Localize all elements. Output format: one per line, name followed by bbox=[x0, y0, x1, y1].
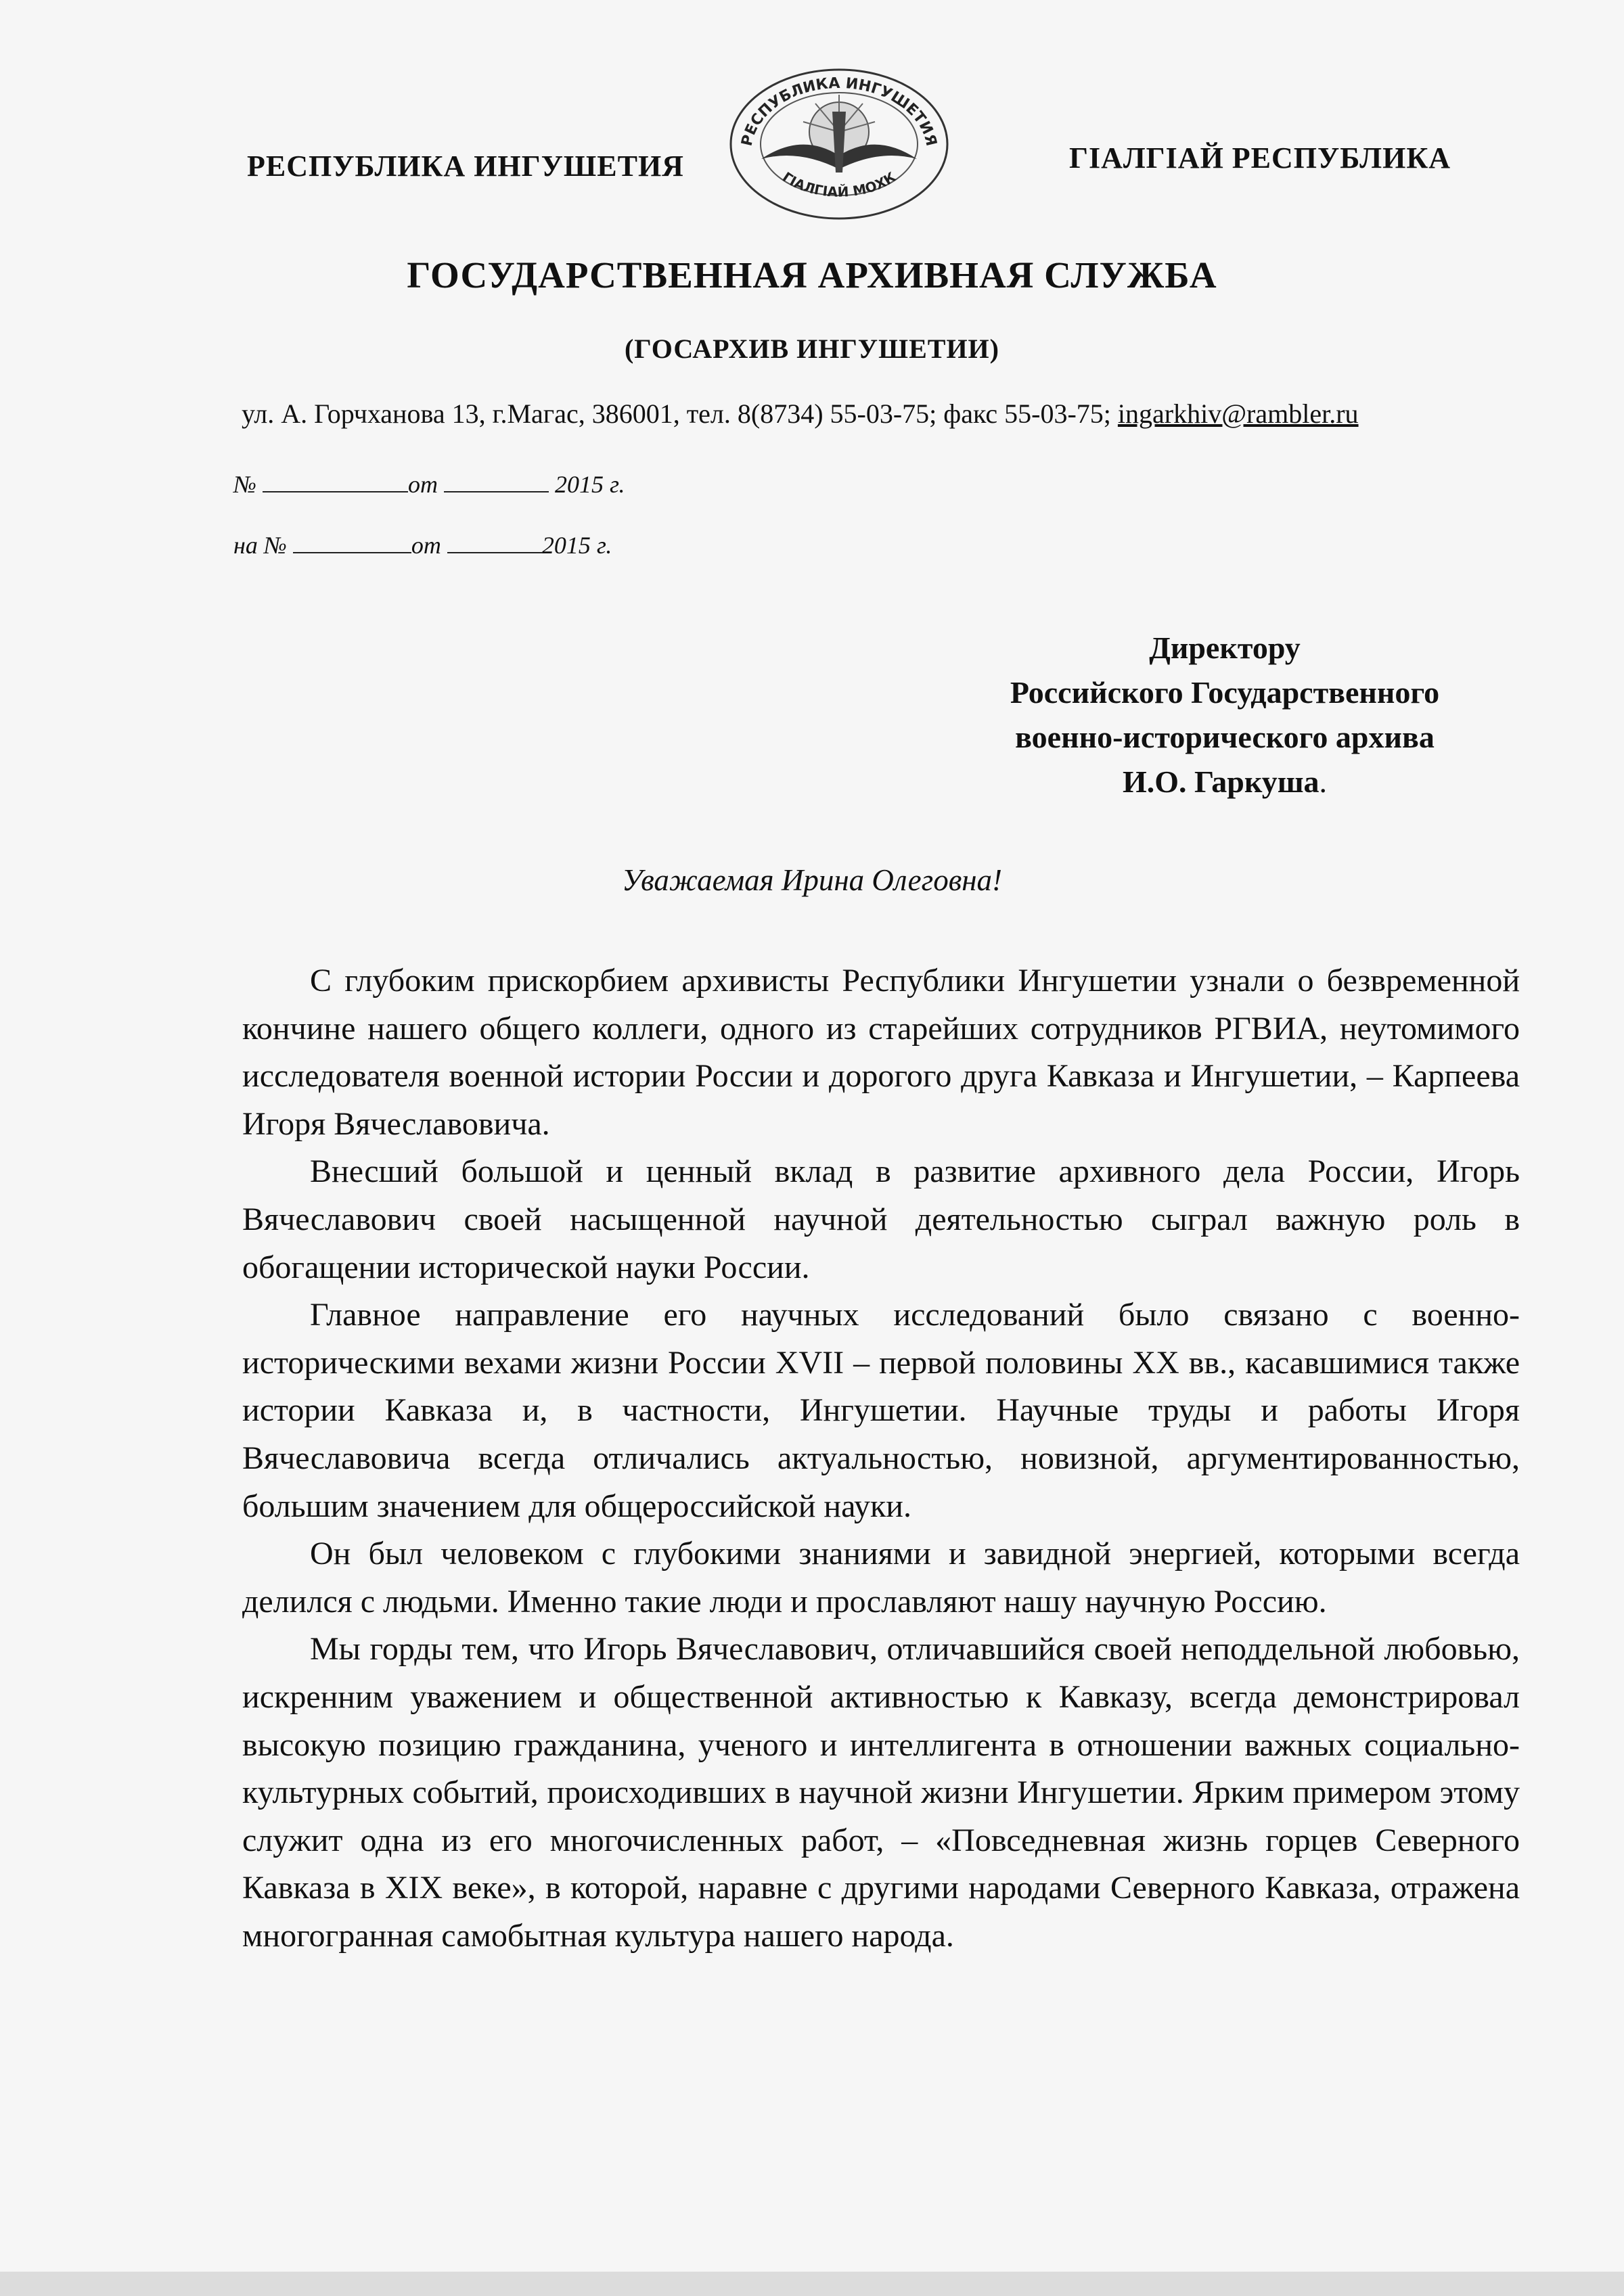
addressee-line: Директору bbox=[1149, 630, 1301, 665]
reply-from-label: от bbox=[411, 532, 441, 559]
body-paragraph: Мы горды тем, что Игорь Вячеславович, отличавшийся своей неподдельной любовью, искренним уважением и общественной активностью к Кавказу, всегда демонстрировал высокую позицию гражданина, ученого и интеллигента в отношении важных социально-культурных событий, происходивших в научной жизни Ингушетии. Ярким примером этому служит одна из его многочисленных работ, – «Повседневная жизнь горцев Северного Кавказа в XIX веке», в которой, наравне с другими народами Северного Кавказа, отражена многогранная самобытная культура нашего народа. bbox=[242, 1631, 1520, 1954]
republic-title-russian: РЕСПУБЛИКА ИНГУШЕТИЯ bbox=[247, 150, 684, 183]
salutation: Уважаемая Ирина Олеговна! bbox=[621, 863, 1003, 897]
body-paragraph: С глубоким прискорбием архивисты Республики Ингушетии узнали о безвременной кончине нашего общего коллеги, одного из старейших сотрудников РГВИА, неутомимого исследователя военной истории России и дорогого друга Кавказа и Ингушетии, – Карпеева Игоря Вячеславовича. bbox=[242, 963, 1520, 1142]
addressee-line bbox=[880, 760, 1570, 804]
body-paragraph: Он был человеком с глубокими знаниями и завидной энергией, которыми всегда делился с людьми. Именно такие люди и прославляют нашу научную Россию. bbox=[242, 1536, 1520, 1620]
organization-name: ГОСУДАРСТВЕННАЯ АРХИВНАЯ СЛУЖБА bbox=[407, 254, 1217, 296]
addressee-line: Российского Государственного bbox=[1010, 675, 1440, 710]
body-paragraph: Главное направление его научных исследований было связано с военно-историческими вехами жизни России XVII – первой половины XX вв., касавшимися также истории Кавказа и, в частности, Ингушетии. Научные труды и работы Игоря Вячеславовича всегда отличались актуальностью, новизной, аргументированностью, большим значением для общероссийской науки. bbox=[242, 1297, 1520, 1524]
addressee-block bbox=[880, 626, 1570, 804]
date-blank bbox=[444, 472, 549, 492]
addressee-line: военно-исторического архива bbox=[1015, 720, 1435, 754]
reply-date-blank bbox=[447, 533, 542, 553]
addressee-name: И.О. Гаркуша bbox=[1122, 764, 1320, 799]
number-blank bbox=[263, 472, 408, 492]
reply-number-label: на № bbox=[233, 532, 287, 559]
body-paragraph: Внесший большой и ценный вклад в развитие архивного дела России, Игорь Вячеславович своей насыщенной научной деятельностью сыграл важную роль в обогащении исторической науки России. bbox=[242, 1153, 1520, 1285]
emblem-bottom-text: ГIАЛГIАЙ МОХК bbox=[780, 168, 899, 200]
from-label: от bbox=[407, 471, 438, 498]
republic-title-ingush: ГIАЛГIАЙ РЕСПУБЛИКА bbox=[1069, 141, 1451, 175]
reply-number-blank bbox=[293, 533, 411, 553]
addressee-period: . bbox=[1319, 764, 1328, 799]
scan-edge bbox=[0, 2272, 1624, 2296]
emblem-top-text: РЕСПУБЛИКА ИНГУШЕТИЯ bbox=[738, 74, 940, 148]
organization-short-name: (ГОСАРХИВ ИНГУШЕТИИ) bbox=[624, 334, 999, 364]
year-label: 2015 г. bbox=[554, 471, 625, 498]
contact-line bbox=[242, 398, 1359, 430]
reply-number-line bbox=[233, 531, 612, 559]
reply-year-label: 2015 г. bbox=[541, 532, 612, 559]
republic-emblem-icon bbox=[727, 64, 951, 220]
address-text: ул. А. Горчханова 13, г.Магас, 386001, тел. 8(8734) 55-03-75; факс 55-03-75; bbox=[242, 398, 1118, 429]
email-link[interactable]: ingarkhiv@rambler.ru bbox=[1117, 398, 1359, 429]
letter-body bbox=[242, 957, 1520, 1960]
outgoing-number-line bbox=[233, 470, 625, 499]
number-label: № bbox=[233, 471, 256, 498]
